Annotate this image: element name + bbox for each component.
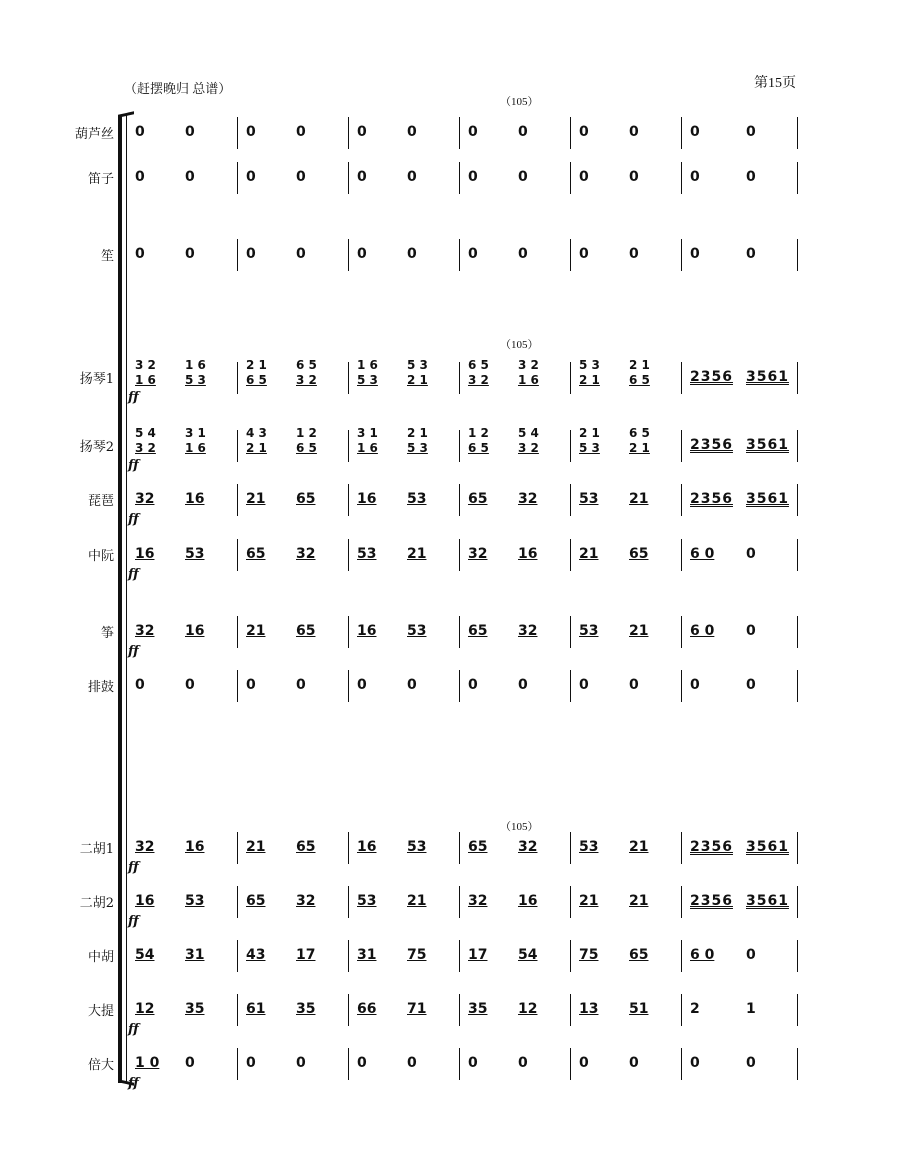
barline	[348, 670, 349, 702]
note-cell: 65	[468, 623, 488, 639]
barline	[797, 670, 798, 702]
note-cell: 5 4 3 2	[135, 426, 156, 455]
note-cell: 43	[246, 947, 266, 963]
note-cell: 6 5 2 1	[629, 426, 650, 455]
barline	[237, 484, 238, 516]
dynamic-marking: ff	[128, 914, 139, 929]
note-cell: 0	[746, 677, 756, 693]
barline	[237, 994, 238, 1026]
note-cell: 1 6 5 3	[185, 358, 206, 387]
note-cell: 16	[135, 893, 155, 909]
barline	[459, 362, 460, 394]
dynamic-marking: ff	[128, 1022, 139, 1037]
note-cell: 32	[296, 546, 316, 562]
barline	[237, 832, 238, 864]
barline	[681, 670, 682, 702]
barline	[681, 616, 682, 648]
dynamic-marking: ff	[128, 644, 139, 659]
barline	[459, 940, 460, 972]
instrument-label: 大提	[87, 1004, 114, 1019]
barline	[570, 539, 571, 571]
note-cell: 6 0	[690, 546, 715, 562]
note-cell: 6 0	[690, 623, 715, 639]
note-cell: 0	[246, 124, 256, 140]
note-cell: 2	[690, 1001, 700, 1017]
note-cell: 0	[296, 124, 306, 140]
barline	[459, 484, 460, 516]
note-cell: 32	[135, 491, 155, 507]
barline	[570, 117, 571, 149]
note-cell: 0	[518, 124, 528, 140]
note-cell: 5 3 2 1	[579, 358, 600, 387]
note-cell: 0	[746, 546, 756, 562]
note-cell: 32	[518, 623, 538, 639]
note-cell: 1 0	[135, 1055, 160, 1071]
note-cell: 0	[746, 947, 756, 963]
note-cell: 2 1 5 3	[407, 426, 428, 455]
note-cell: 32	[518, 491, 538, 507]
note-cell: 0	[579, 1055, 589, 1071]
barline	[681, 484, 682, 516]
instrument-label: 笛子	[87, 172, 114, 187]
barline	[348, 616, 349, 648]
note-cell: 65	[468, 839, 488, 855]
barline	[797, 940, 798, 972]
note-cell: 21	[407, 546, 427, 562]
note-cell: 3561	[746, 491, 789, 507]
dynamic-marking: ff	[128, 512, 139, 527]
note-cell: 0	[518, 246, 528, 262]
note-cell: 0	[690, 677, 700, 693]
note-cell: 12	[518, 1001, 538, 1017]
page-number: 第15页	[754, 76, 796, 91]
instrument-label: 琵琶	[87, 494, 114, 509]
note-cell: 3 2 1 6	[518, 358, 539, 387]
note-cell: 2356	[690, 491, 733, 507]
note-cell: 21	[246, 839, 266, 855]
barline	[459, 994, 460, 1026]
barline	[797, 616, 798, 648]
note-cell: 0	[135, 124, 145, 140]
note-cell: 16	[357, 839, 377, 855]
note-cell: 3561	[746, 437, 789, 453]
note-cell: 35	[185, 1001, 205, 1017]
note-cell: 21	[246, 491, 266, 507]
note-cell: 53	[579, 839, 599, 855]
dynamic-marking: ff	[128, 860, 139, 875]
note-cell: 16	[357, 623, 377, 639]
note-cell: 16	[185, 839, 205, 855]
note-cell: 65	[629, 947, 649, 963]
barline	[237, 886, 238, 918]
barline	[237, 539, 238, 571]
note-cell: 0	[135, 169, 145, 185]
note-cell: 66	[357, 1001, 377, 1017]
note-cell: 75	[407, 947, 427, 963]
note-cell: 65	[296, 839, 316, 855]
barline	[237, 239, 238, 271]
note-cell: 0	[185, 677, 195, 693]
note-cell: 54	[518, 947, 538, 963]
barline	[570, 162, 571, 194]
barline	[681, 940, 682, 972]
barline	[570, 616, 571, 648]
dynamic-marking: ff	[128, 458, 139, 473]
note-cell: 5 3 2 1	[407, 358, 428, 387]
note-cell: 0	[746, 169, 756, 185]
note-cell: 0	[468, 1055, 478, 1071]
barline	[797, 117, 798, 149]
note-cell: 0	[629, 1055, 639, 1071]
note-cell: 65	[296, 623, 316, 639]
note-cell: 0	[185, 1055, 195, 1071]
note-cell: 75	[579, 947, 599, 963]
barline	[237, 362, 238, 394]
barline	[237, 1048, 238, 1080]
note-cell: 3 1 1 6	[357, 426, 378, 455]
barline	[570, 239, 571, 271]
barline	[797, 539, 798, 571]
note-cell: 6 5 3 2	[296, 358, 317, 387]
note-cell: 2356	[690, 893, 733, 909]
note-cell: 2 1 6 5	[246, 358, 267, 387]
barline	[348, 994, 349, 1026]
barline	[570, 670, 571, 702]
barline	[570, 886, 571, 918]
note-cell: 0	[468, 246, 478, 262]
note-cell: 32	[135, 839, 155, 855]
note-cell: 21	[629, 491, 649, 507]
barline	[459, 616, 460, 648]
dynamic-marking: ff	[128, 390, 139, 405]
note-cell: 0	[296, 246, 306, 262]
note-cell: 53	[579, 623, 599, 639]
barline	[237, 670, 238, 702]
note-cell: 0	[296, 169, 306, 185]
note-cell: 0	[185, 246, 195, 262]
note-cell: 32	[296, 893, 316, 909]
note-cell: 0	[468, 169, 478, 185]
barline	[797, 832, 798, 864]
note-cell: 21	[629, 623, 649, 639]
note-cell: 3 1 1 6	[185, 426, 206, 455]
note-cell: 0	[629, 246, 639, 262]
instrument-label: 二胡1	[79, 842, 114, 857]
note-cell: 53	[357, 893, 377, 909]
barline	[570, 832, 571, 864]
barline	[797, 484, 798, 516]
instrument-label: 笙	[100, 249, 114, 264]
note-cell: 35	[468, 1001, 488, 1017]
note-cell: 65	[246, 546, 266, 562]
barline	[681, 994, 682, 1026]
note-cell: 17	[468, 947, 488, 963]
note-cell: 16	[518, 893, 538, 909]
note-cell: 6 0	[690, 947, 715, 963]
rehearsal-mark-middle: （105）	[500, 339, 539, 351]
note-cell: 0	[518, 169, 528, 185]
note-cell: 61	[246, 1001, 266, 1017]
dynamic-marking: ff	[128, 567, 139, 582]
barline	[348, 940, 349, 972]
note-cell: 3561	[746, 893, 789, 909]
barline	[570, 1048, 571, 1080]
note-cell: 0	[135, 246, 145, 262]
barline	[348, 484, 349, 516]
instrument-label: 葫芦丝	[74, 127, 114, 142]
barline	[459, 539, 460, 571]
note-cell: 4 3 2 1	[246, 426, 267, 455]
note-cell: 31	[357, 947, 377, 963]
instrument-label: 倍大	[87, 1058, 114, 1073]
note-cell: 65	[468, 491, 488, 507]
note-cell: 32	[468, 893, 488, 909]
note-cell: 0	[246, 169, 256, 185]
note-cell: 0	[357, 169, 367, 185]
note-cell: 51	[629, 1001, 649, 1017]
barline	[681, 117, 682, 149]
barline	[797, 239, 798, 271]
note-cell: 32	[518, 839, 538, 855]
note-cell: 0	[579, 677, 589, 693]
barline	[459, 117, 460, 149]
note-cell: 71	[407, 1001, 427, 1017]
barline	[459, 430, 460, 462]
barline	[459, 886, 460, 918]
note-cell: 32	[135, 623, 155, 639]
note-cell: 0	[407, 677, 417, 693]
note-cell: 53	[185, 893, 205, 909]
note-cell: 53	[407, 623, 427, 639]
instrument-label: 中胡	[87, 950, 114, 965]
note-cell: 53	[579, 491, 599, 507]
system-brace-thin-line	[126, 115, 127, 1083]
barline	[237, 940, 238, 972]
instrument-label: 扬琴1	[79, 372, 114, 387]
note-cell: 1 2 6 5	[296, 426, 317, 455]
note-cell: 3 2 1 6	[135, 358, 156, 387]
barline	[348, 362, 349, 394]
barline	[797, 886, 798, 918]
barline	[681, 1048, 682, 1080]
note-cell: 6 5 3 2	[468, 358, 489, 387]
note-cell: 53	[185, 546, 205, 562]
rehearsal-mark-top: （105）	[500, 96, 539, 108]
note-cell: 0	[579, 169, 589, 185]
note-cell: 65	[629, 546, 649, 562]
note-cell: 54	[135, 947, 155, 963]
note-cell: 1 6 5 3	[357, 358, 378, 387]
barline	[348, 430, 349, 462]
barline	[570, 994, 571, 1026]
barline	[681, 886, 682, 918]
note-cell: 0	[246, 246, 256, 262]
note-cell: 0	[407, 1055, 417, 1071]
note-cell: 0	[629, 124, 639, 140]
note-cell: 0	[185, 169, 195, 185]
note-cell: 53	[407, 839, 427, 855]
barline	[348, 239, 349, 271]
note-cell: 0	[135, 677, 145, 693]
note-cell: 0	[518, 1055, 528, 1071]
note-cell: 0	[296, 677, 306, 693]
barline	[459, 1048, 460, 1080]
note-cell: 21	[579, 546, 599, 562]
note-cell: 0	[246, 1055, 256, 1071]
barline	[681, 362, 682, 394]
note-cell: 21	[629, 893, 649, 909]
barline	[348, 886, 349, 918]
note-cell: 0	[579, 124, 589, 140]
note-cell: 0	[185, 124, 195, 140]
note-cell: 2 1 5 3	[579, 426, 600, 455]
note-cell: 0	[629, 169, 639, 185]
note-cell: 35	[296, 1001, 316, 1017]
note-cell: 0	[629, 677, 639, 693]
barline	[237, 117, 238, 149]
note-cell: 0	[690, 1055, 700, 1071]
note-cell: 0	[746, 623, 756, 639]
instrument-label: 扬琴2	[79, 440, 114, 455]
note-cell: 16	[185, 623, 205, 639]
note-cell: 5 4 3 2	[518, 426, 539, 455]
barline	[459, 162, 460, 194]
note-cell: 16	[185, 491, 205, 507]
barline	[681, 430, 682, 462]
barline	[348, 117, 349, 149]
barline	[348, 162, 349, 194]
note-cell: 0	[357, 1055, 367, 1071]
note-cell: 0	[746, 124, 756, 140]
note-cell: 0	[296, 1055, 306, 1071]
note-cell: 32	[468, 546, 488, 562]
barline	[237, 430, 238, 462]
note-cell: 0	[468, 677, 478, 693]
instrument-label: 中阮	[87, 549, 114, 564]
note-cell: 53	[407, 491, 427, 507]
note-cell: 0	[407, 169, 417, 185]
barline	[797, 1048, 798, 1080]
instrument-label: 二胡2	[79, 896, 114, 911]
note-cell: 0	[246, 677, 256, 693]
rehearsal-mark-bottom: （105）	[500, 821, 539, 833]
note-cell: 3561	[746, 369, 789, 385]
note-cell: 16	[135, 546, 155, 562]
note-cell: 2356	[690, 839, 733, 855]
barline	[348, 539, 349, 571]
note-cell: 3561	[746, 839, 789, 855]
note-cell: 0	[746, 246, 756, 262]
barline	[681, 162, 682, 194]
barline	[237, 162, 238, 194]
note-cell: 0	[746, 1055, 756, 1071]
note-cell: 0	[518, 677, 528, 693]
barline	[570, 484, 571, 516]
score-title: （赶摆晚归 总谱）	[124, 81, 232, 96]
note-cell: 0	[690, 169, 700, 185]
barline	[348, 832, 349, 864]
note-cell: 0	[690, 124, 700, 140]
barline	[570, 362, 571, 394]
note-cell: 2356	[690, 369, 733, 385]
note-cell: 0	[407, 246, 417, 262]
barline	[797, 994, 798, 1026]
note-cell: 65	[246, 893, 266, 909]
note-cell: 53	[357, 546, 377, 562]
note-cell: 1 2 6 5	[468, 426, 489, 455]
note-cell: 0	[468, 124, 478, 140]
barline	[348, 1048, 349, 1080]
barline	[797, 362, 798, 394]
note-cell: 2 1 6 5	[629, 358, 650, 387]
note-cell: 0	[407, 124, 417, 140]
note-cell: 2356	[690, 437, 733, 453]
barline	[570, 430, 571, 462]
note-cell: 31	[185, 947, 205, 963]
note-cell: 12	[135, 1001, 155, 1017]
barline	[681, 539, 682, 571]
note-cell: 0	[357, 677, 367, 693]
note-cell: 13	[579, 1001, 599, 1017]
barline	[459, 239, 460, 271]
barline	[459, 832, 460, 864]
barline	[237, 616, 238, 648]
barline	[797, 430, 798, 462]
note-cell: 21	[579, 893, 599, 909]
note-cell: 0	[357, 246, 367, 262]
note-cell: 0	[579, 246, 589, 262]
note-cell: 16	[357, 491, 377, 507]
note-cell: 1	[746, 1001, 756, 1017]
note-cell: 21	[629, 839, 649, 855]
dynamic-marking: ff	[128, 1076, 139, 1091]
note-cell: 21	[246, 623, 266, 639]
barline	[681, 832, 682, 864]
barline	[459, 670, 460, 702]
note-cell: 0	[690, 246, 700, 262]
system-brace	[118, 115, 130, 1083]
barline	[681, 239, 682, 271]
instrument-label: 筝	[100, 626, 114, 641]
barline	[570, 940, 571, 972]
note-cell: 16	[518, 546, 538, 562]
note-cell: 17	[296, 947, 316, 963]
note-cell: 21	[407, 893, 427, 909]
instrument-label: 排鼓	[87, 680, 114, 695]
note-cell: 65	[296, 491, 316, 507]
barline	[797, 162, 798, 194]
note-cell: 0	[357, 124, 367, 140]
